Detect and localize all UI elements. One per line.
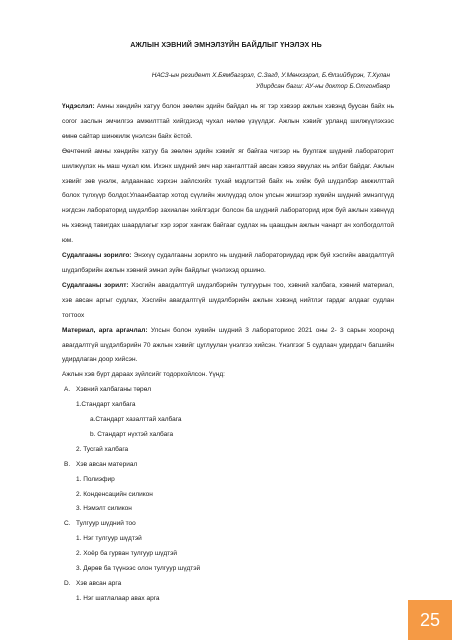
methods-label: Материал, арга аргачлал: — [62, 326, 148, 334]
list-marker: C. — [64, 520, 71, 528]
methods-paragraph — [62, 324, 394, 369]
introduction-paragraph-2: Өөчтөний амны хөндийн хатуу ба зөөлөн эдийн хэвийг яг байгаа чигээр нь буулгаж шүдний лабораторит шилжүүлэх нь маш чухал юм. Ихэнх шүдний эмч нар хангалттай авсан хэвээ явуулах нь элбэг байдаг. Ажлын хэвийг зөв үнэлж, алдаанаас хэрхэн зайлсхийх тухай мэдлэгтэй байх нь хийж буй шүдэлбэр амжилттай болох түлхүүр болдог.Улаанбаатар хотод сүүлийн жилүүдэд олон улсын жишгээр хувийн шүдний эмнэлгүүд нэгдсэн лабораторид шүдэлбэр захиалан хийлгэдэг болсон ба шүдний лабораторид ирж буй ажлын хэвнүүд нь хэвэнд тавигдах шаардлагыг хэр зэрэг хангаж байгааг судлах нь цаашдын ажлын чанарт ач холбогдолтой юм. — [62, 147, 394, 245]
list-item — [62, 517, 394, 532]
list-subitem: 2. Тусгай халбага — [76, 445, 129, 453]
list-subitem: 3. Дөрөв ба түүнээс олон тулгуур шүдтэй — [76, 565, 201, 573]
introduction-text: Амны хөндийн хатуу болон зөөлөн эдийн байдал нь яг тэр хэвээр ажлын хэвэнд буусан байх нь согог заслын эмчилгээ амжилттай хийгдэхэд чухал нөлөө үзүүлдэг. Ажлын хэвийг урланд шилжүүлэхээс өмнө сайтар шинжилж үнэлсэн байх ёстой. — [62, 103, 394, 140]
list-subitem: 1.Стандарт халбага — [76, 401, 136, 409]
methods-intro: Ажлын хэв бүрт дараах зүйлсийг тодорхойлсон. Үүнд: — [62, 371, 225, 379]
criteria-list — [62, 383, 394, 607]
objective-label: Судалгааны зорилго: — [62, 252, 132, 260]
list-subitem: 2. Конденсацийн силикон — [76, 490, 153, 498]
list-marker: D. — [64, 580, 71, 587]
authors-block — [70, 70, 390, 92]
list-subitem: 1. Нэг шатлалаар авах арга — [76, 594, 160, 602]
list-item-label: Хэвний халбаганы төрөл — [76, 386, 152, 394]
objective-paragraph — [62, 249, 394, 279]
supervisor-line: Удирдсан багш: АУ-ны доктор Б.Отгонбаяр — [255, 83, 390, 90]
list-item — [62, 577, 394, 592]
list-subitem: 2. Хоёр ба гурван тулгуур шүдтэй — [76, 550, 178, 558]
methods-text: Улсын болон хувийн шүдний 3 лабораториос 2021 оны 2- 3 сарын хооронд авагдалтгүй шүдэлбэрийн 70 ажлын хэвийг цуглуулан үнэлгээ хийсэн. Үнэлгээг 5 судлаач удирдагч багшийн удирдлаган доор хийсэн. — [62, 326, 394, 364]
list-subsubitem: a.Стандарт хазалттай халбага — [90, 416, 182, 424]
list-item-label: Тулгуур шүдний тоо — [76, 520, 136, 528]
list-item-label: Хэв авсан материал — [76, 460, 138, 468]
list-item-label: Хэв авсан арга — [76, 580, 122, 587]
list-subitem: 3. Нэмэлт силикон — [76, 505, 132, 513]
introduction-label: Үндэслэл: — [62, 103, 95, 110]
tasks-label: Судалгааны зорилт: — [62, 281, 129, 289]
list-marker: A. — [64, 386, 71, 394]
tasks-paragraph — [62, 279, 394, 324]
list-subsubitem: b. Стандарт нүхтэй халбага — [90, 430, 174, 438]
introduction-paragraph — [62, 100, 394, 145]
article-body — [62, 100, 394, 607]
list-item — [62, 383, 394, 398]
list-subitem: 1. Полиэфир — [76, 475, 115, 483]
list-marker: B. — [64, 460, 71, 468]
tasks-text: Хэсгийн авагдалтгүй шүдэлбэрийн тулгуурын тоо, хэвний халбага, хэвний материал, хэв авсан аргыг судлах, Хэсгийн авагдалтгүй шүдэлбэрийн ажлын хэвэнд нийтлэг гардаг алдааг судлан тогтоох — [62, 281, 394, 319]
list-subitem: 1. Нэг тулгуур шүдтэй — [76, 535, 142, 543]
author-list: НАСЗ-ын резидент Х.Бямбагэрэл, С.Загд, У.Мөнхзэрэл, Б.Өлзийбүрэн, Т.Хулан — [151, 72, 390, 79]
page-number-badge: 25 — [408, 600, 452, 640]
list-item — [62, 458, 394, 473]
article-title: АЖЛЫН ХЭВНИЙ ЭМНЭЛЗҮЙН БАЙДЛЫГ ҮНЭЛЭХ НЬ — [130, 41, 322, 49]
objective-text: Энэхүү судалгааны зорилго нь шүдний лабораториудад ирж буй хэсгийн авагдалтгүй шүдэлбэрийн ажлын хэвний эмнэл зүйн байдлыг үнэлэхэд оршино. — [62, 252, 394, 274]
